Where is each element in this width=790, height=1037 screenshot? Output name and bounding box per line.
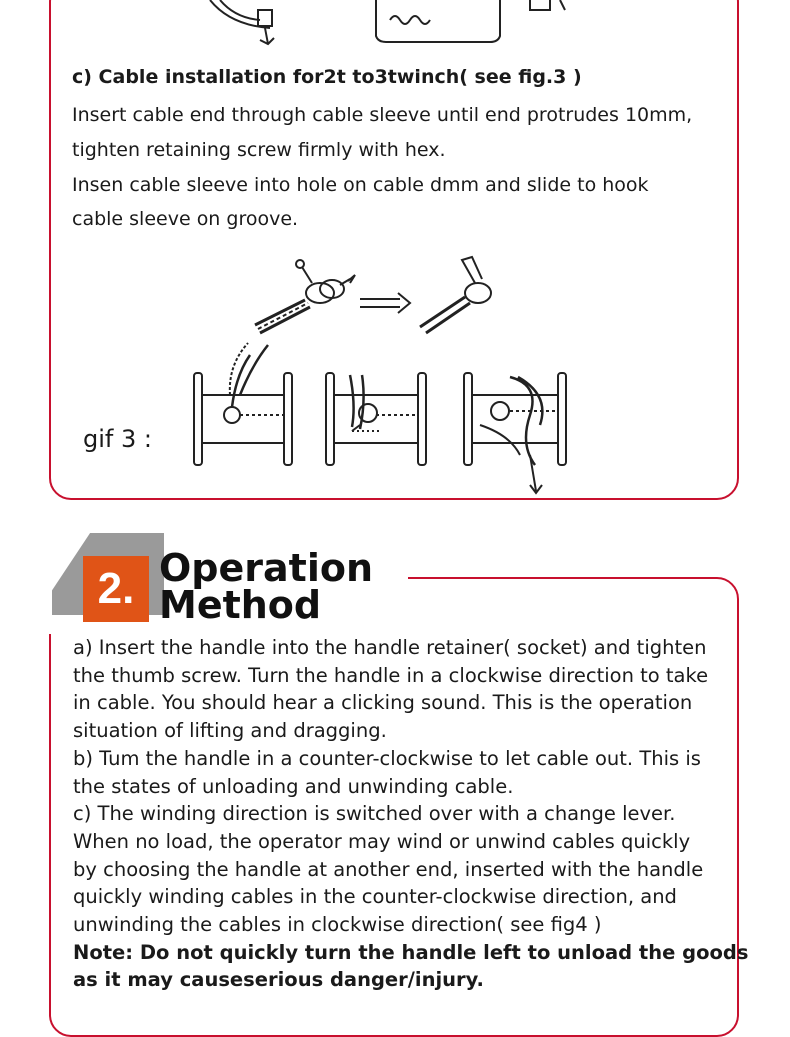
safety-note-line-2: as it may causeserious danger/injury.: [73, 968, 484, 992]
fig-3-cable-sleeve-illustration: [250, 255, 510, 335]
body-line: c) The winding direction is switched over with a change lever.: [73, 802, 676, 826]
body-line: in cable. You should hear a clicking sound. This is the operation: [73, 691, 693, 715]
body-line: b) Tum the handle in a counter-clockwise to let cable out. This is: [73, 746, 701, 770]
safety-note-line-1: Note: Do not quickly turn the handle left to unload the goods: [73, 940, 749, 964]
section-c-line-4: cable sleeve on groove.: [72, 208, 299, 230]
operation-method-body: [73, 634, 749, 994]
figure-label: gif 3 :: [83, 425, 152, 453]
body-line: When no load, the operator may wind or unwind cables quickly: [73, 829, 691, 853]
fig-3-drum-views: [180, 335, 580, 495]
body-line: unwinding the cables in clockwise direction( see fig4 ): [73, 913, 602, 937]
section-c-line-1: Insert cable end through cable sleeve until end protrudes 10mm,: [72, 104, 693, 126]
body-line: quickly winding cables in the counter-clockwise direction, and: [73, 885, 677, 909]
section-c-line-2: tighten retaining screw firmly with hex.: [72, 139, 446, 161]
section-c-line-3: Insen cable sleeve into hole on cable dmm and slide to hook: [72, 174, 649, 196]
body-line: the thumb screw. Turn the handle in a clockwise direction to take: [73, 663, 709, 687]
body-line: situation of lifting and dragging.: [73, 719, 387, 743]
section-heading: [159, 546, 374, 627]
heading-line-1: Operation: [159, 546, 374, 590]
body-line: by choosing the handle at another end, inserted with the handle: [73, 857, 704, 881]
heading-line-2: Method: [159, 583, 322, 627]
fig-2-partial-illustration: [60, 0, 620, 50]
section-number-badge: 2.: [83, 556, 149, 622]
body-line: the states of unloading and unwinding cable.: [73, 774, 514, 798]
section-c-title: c) Cable installation for2t to3twinch( see fig.3 ): [72, 66, 582, 88]
body-line: a) Insert the handle into the handle retainer( socket) and tighten: [73, 636, 707, 659]
